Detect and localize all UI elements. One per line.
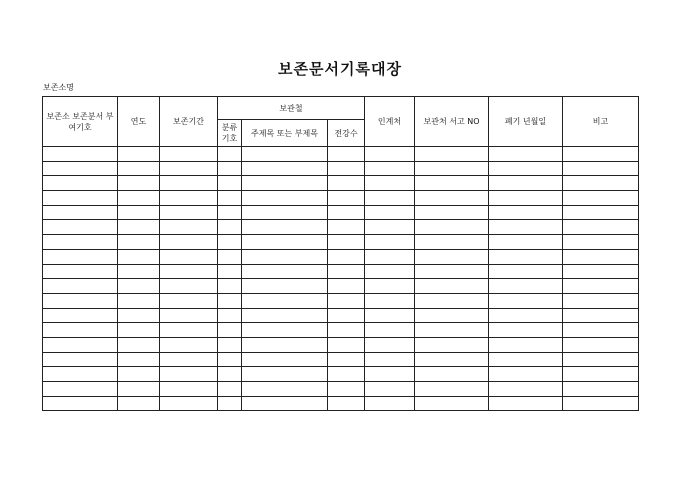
table-cell: [218, 323, 242, 338]
table-cell: [563, 337, 639, 352]
table-cell: [563, 147, 639, 162]
table-cell: [118, 279, 160, 294]
table-cell: [242, 382, 328, 397]
table-cell: [563, 293, 639, 308]
table-cell: [160, 337, 218, 352]
table-cell: [218, 367, 242, 382]
table-row: [43, 367, 639, 382]
table-cell: [218, 308, 242, 323]
table-cell: [43, 235, 118, 250]
table-cell: [365, 382, 415, 397]
table-cell: [43, 264, 118, 279]
table-cell: [242, 323, 328, 338]
table-cell: [563, 279, 639, 294]
table-cell: [160, 147, 218, 162]
table-cell: [328, 205, 365, 220]
table-cell: [118, 205, 160, 220]
table-cell: [365, 264, 415, 279]
table-row: [43, 337, 639, 352]
table-cell: [489, 161, 563, 176]
table-cell: [365, 176, 415, 191]
table-cell: [328, 337, 365, 352]
table-cell: [563, 235, 639, 250]
table-cell: [365, 293, 415, 308]
table-cell: [218, 176, 242, 191]
table-cell: [328, 264, 365, 279]
table-cell: [43, 279, 118, 294]
table-cell: [365, 279, 415, 294]
table-cell: [328, 396, 365, 411]
table-cell: [118, 249, 160, 264]
table-cell: [160, 235, 218, 250]
table-cell: [160, 161, 218, 176]
table-cell: [563, 191, 639, 206]
table-cell: [415, 235, 489, 250]
table-cell: [43, 308, 118, 323]
table-row: [43, 308, 639, 323]
ledger-body: [43, 147, 639, 411]
table-cell: [489, 191, 563, 206]
table-cell: [415, 308, 489, 323]
table-cell: [218, 235, 242, 250]
table-cell: [43, 220, 118, 235]
table-cell: [328, 352, 365, 367]
table-cell: [563, 264, 639, 279]
table-cell: [242, 308, 328, 323]
table-cell: [563, 308, 639, 323]
table-cell: [328, 147, 365, 162]
table-cell: [160, 396, 218, 411]
storage-place-label: 보존소명: [43, 83, 74, 92]
table-cell: [328, 249, 365, 264]
table-row: [43, 147, 639, 162]
table-cell: [242, 396, 328, 411]
table-cell: [489, 235, 563, 250]
table-cell: [160, 382, 218, 397]
table-cell: [489, 367, 563, 382]
table-cell: [365, 205, 415, 220]
table-cell: [218, 220, 242, 235]
table-cell: [242, 249, 328, 264]
table-cell: [242, 161, 328, 176]
table-cell: [489, 352, 563, 367]
table-cell: [43, 337, 118, 352]
header-disposal-date: 폐기 년월일: [489, 97, 563, 147]
table-cell: [563, 352, 639, 367]
table-cell: [118, 161, 160, 176]
table-cell: [160, 367, 218, 382]
table-cell: [489, 147, 563, 162]
table-cell: [242, 205, 328, 220]
table-cell: [242, 264, 328, 279]
table-cell: [43, 323, 118, 338]
table-cell: [242, 191, 328, 206]
table-cell: [118, 382, 160, 397]
table-cell: [328, 293, 365, 308]
table-row: [43, 264, 639, 279]
table-cell: [160, 352, 218, 367]
header-transferee: 인계처: [365, 97, 415, 147]
table-cell: [489, 396, 563, 411]
table-cell: [160, 205, 218, 220]
table-cell: [489, 382, 563, 397]
table-row: [43, 161, 639, 176]
table-cell: [160, 323, 218, 338]
table-cell: [563, 396, 639, 411]
table-cell: [160, 279, 218, 294]
table-cell: [118, 323, 160, 338]
table-cell: [218, 352, 242, 367]
table-cell: [563, 205, 639, 220]
table-cell: [218, 382, 242, 397]
header-remarks: 비고: [563, 97, 639, 147]
table-row: [43, 235, 639, 250]
table-cell: [242, 367, 328, 382]
table-cell: [563, 249, 639, 264]
table-cell: [328, 323, 365, 338]
table-cell: [328, 308, 365, 323]
table-cell: [415, 367, 489, 382]
table-cell: [365, 235, 415, 250]
table-cell: [242, 147, 328, 162]
table-cell: [43, 382, 118, 397]
table-row: [43, 323, 639, 338]
table-cell: [415, 293, 489, 308]
table-cell: [160, 308, 218, 323]
table-cell: [328, 191, 365, 206]
table-row: [43, 382, 639, 397]
header-subject: 주제목 또는 부제목: [242, 120, 328, 147]
table-cell: [489, 205, 563, 220]
document-title: 보존문서기록대장: [278, 60, 402, 78]
table-cell: [563, 367, 639, 382]
table-cell: [415, 382, 489, 397]
table-cell: [415, 249, 489, 264]
table-cell: [365, 308, 415, 323]
table-cell: [43, 147, 118, 162]
table-cell: [328, 382, 365, 397]
table-cell: [118, 396, 160, 411]
table-cell: [365, 337, 415, 352]
table-cell: [415, 279, 489, 294]
table-cell: [242, 337, 328, 352]
table-cell: [365, 323, 415, 338]
table-cell: [218, 161, 242, 176]
table-cell: [365, 161, 415, 176]
table-cell: [415, 161, 489, 176]
header-period: 보존기간: [160, 97, 218, 147]
table-cell: [43, 249, 118, 264]
table-cell: [218, 337, 242, 352]
table-cell: [365, 249, 415, 264]
table-cell: [242, 352, 328, 367]
table-cell: [160, 293, 218, 308]
table-cell: [43, 176, 118, 191]
table-cell: [43, 352, 118, 367]
table-cell: [218, 147, 242, 162]
table-cell: [118, 367, 160, 382]
table-cell: [218, 205, 242, 220]
header-code: 보존소 보존분서 부여기호: [43, 97, 118, 147]
table-cell: [415, 220, 489, 235]
table-row: [43, 396, 639, 411]
header-class-code: 분류 기호: [218, 120, 242, 147]
table-cell: [328, 161, 365, 176]
table-cell: [242, 235, 328, 250]
table-cell: [415, 323, 489, 338]
table-cell: [118, 147, 160, 162]
table-cell: [415, 205, 489, 220]
table-cell: [218, 191, 242, 206]
table-cell: [43, 293, 118, 308]
table-cell: [328, 235, 365, 250]
table-cell: [118, 308, 160, 323]
records-ledger-table: [42, 96, 639, 411]
table-cell: [118, 191, 160, 206]
table-cell: [218, 249, 242, 264]
table-cell: [242, 220, 328, 235]
table-cell: [242, 279, 328, 294]
table-cell: [218, 293, 242, 308]
table-cell: [328, 220, 365, 235]
table-cell: [365, 191, 415, 206]
table-cell: [218, 264, 242, 279]
table-cell: [43, 205, 118, 220]
header-shelf-no: 보관처 서고 NO: [415, 97, 489, 147]
table-row: [43, 352, 639, 367]
table-row: [43, 191, 639, 206]
table-cell: [365, 352, 415, 367]
table-cell: [328, 279, 365, 294]
table-row: [43, 279, 639, 294]
table-cell: [563, 323, 639, 338]
table-cell: [118, 235, 160, 250]
table-row: [43, 220, 639, 235]
table-cell: [563, 161, 639, 176]
table-cell: [563, 220, 639, 235]
header-year: 연도: [118, 97, 160, 147]
table-cell: [489, 323, 563, 338]
table-row: [43, 176, 639, 191]
table-cell: [118, 352, 160, 367]
table-cell: [415, 191, 489, 206]
table-cell: [415, 147, 489, 162]
table-cell: [160, 264, 218, 279]
table-cell: [489, 279, 563, 294]
table-cell: [242, 293, 328, 308]
table-cell: [489, 176, 563, 191]
table-row: [43, 205, 639, 220]
table-cell: [328, 176, 365, 191]
table-cell: [365, 367, 415, 382]
table-cell: [489, 249, 563, 264]
table-cell: [160, 249, 218, 264]
table-cell: [365, 147, 415, 162]
table-cell: [489, 337, 563, 352]
table-cell: [43, 367, 118, 382]
table-cell: [415, 264, 489, 279]
table-cell: [563, 382, 639, 397]
table-cell: [415, 352, 489, 367]
table-cell: [118, 337, 160, 352]
table-cell: [43, 396, 118, 411]
table-cell: [415, 176, 489, 191]
table-cell: [160, 176, 218, 191]
table-cell: [118, 264, 160, 279]
table-cell: [489, 308, 563, 323]
table-cell: [43, 191, 118, 206]
table-cell: [365, 396, 415, 411]
table-row: [43, 293, 639, 308]
table-cell: [415, 396, 489, 411]
table-cell: [242, 176, 328, 191]
table-cell: [218, 279, 242, 294]
table-cell: [415, 337, 489, 352]
table-cell: [563, 176, 639, 191]
table-cell: [160, 220, 218, 235]
table-cell: [489, 264, 563, 279]
table-cell: [118, 220, 160, 235]
table-cell: [365, 220, 415, 235]
table-cell: [43, 161, 118, 176]
table-cell: [118, 176, 160, 191]
header-volumes: 전강수: [328, 120, 365, 147]
table-cell: [160, 191, 218, 206]
table-cell: [489, 293, 563, 308]
table-cell: [328, 367, 365, 382]
table-cell: [489, 220, 563, 235]
header-folder-group: 보관철: [218, 97, 365, 120]
table-cell: [218, 396, 242, 411]
table-row: [43, 249, 639, 264]
table-cell: [118, 293, 160, 308]
